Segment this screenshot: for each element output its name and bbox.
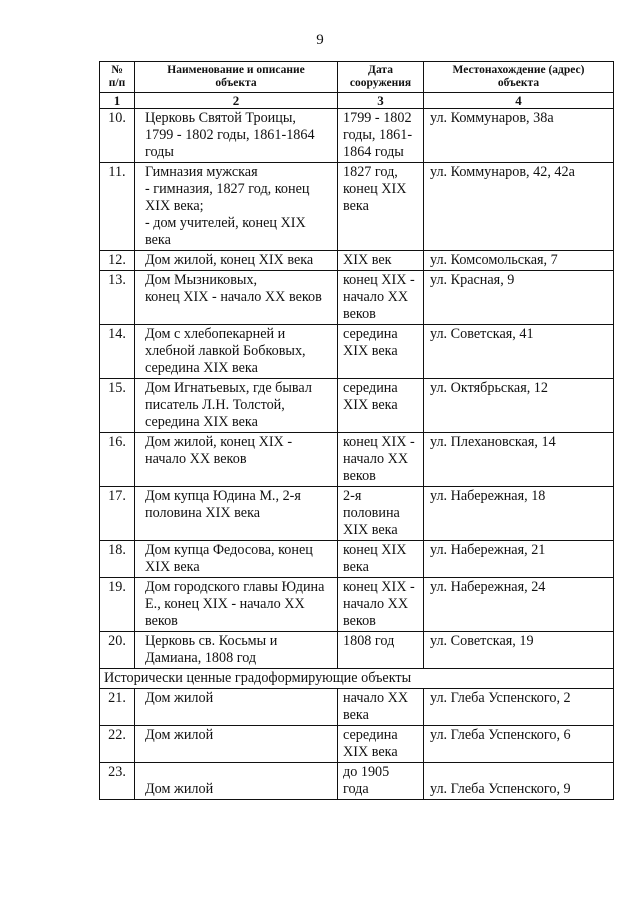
header-num: № п/п — [100, 62, 135, 93]
object-name-line: половина XIX века — [145, 505, 261, 521]
object-address — [424, 689, 614, 726]
object-name-line: Дом городского главы Юдина — [145, 579, 325, 595]
row-number: 18. — [100, 541, 135, 578]
construction-date — [338, 109, 424, 163]
monuments-table — [99, 61, 614, 800]
construction-date-line: середина — [343, 727, 398, 743]
object-name-line: Дом Игнатьевых, где бывал — [145, 380, 312, 396]
column-index: 4 — [424, 93, 614, 109]
construction-date-line: до 1905 — [343, 764, 390, 780]
monuments-body — [100, 109, 614, 669]
object-address — [424, 632, 614, 669]
object-name — [135, 433, 338, 487]
object-name-line: середина XIX века — [145, 360, 258, 376]
object-name — [135, 487, 338, 541]
construction-date — [338, 578, 424, 632]
object-address-line: ул. Глеба Успенского, 9 — [430, 781, 571, 797]
header-date: Дата сооружения — [338, 62, 424, 93]
column-index: 1 — [100, 93, 135, 109]
object-address-line: ул. Плехановская, 14 — [430, 434, 556, 450]
object-address — [424, 379, 614, 433]
object-name-line: Дом жилой — [145, 727, 214, 743]
object-name — [135, 578, 338, 632]
object-address — [424, 578, 614, 632]
construction-date — [338, 763, 424, 800]
object-address-line: ул. Октябрьская, 12 — [430, 380, 548, 396]
construction-date-line: конец XIX — [343, 181, 407, 197]
header-name: Наименование и описание объекта — [135, 62, 338, 93]
object-name-line: середина XIX века — [145, 414, 258, 430]
construction-date-line: года — [343, 781, 369, 797]
row-number: 22. — [100, 726, 135, 763]
header-row — [100, 62, 614, 93]
object-name-line: 1799 - 1802 годы, 1861-1864 — [145, 127, 315, 143]
object-name-line: Е., конец XIX - начало XX — [145, 596, 305, 612]
table-row — [100, 379, 614, 433]
object-address — [424, 541, 614, 578]
object-address — [424, 487, 614, 541]
column-index: 3 — [338, 93, 424, 109]
row-number: 15. — [100, 379, 135, 433]
object-name-line: годы — [145, 144, 174, 160]
construction-date-line: века — [343, 198, 369, 214]
object-address-line: ул. Красная, 9 — [430, 272, 515, 288]
row-number: 13. — [100, 271, 135, 325]
object-address — [424, 726, 614, 763]
table-row — [100, 689, 614, 726]
object-address — [424, 325, 614, 379]
object-address — [424, 433, 614, 487]
construction-date — [338, 632, 424, 669]
object-name-line: Гимназия мужская — [145, 164, 258, 180]
object-address-line: ул. Набережная, 21 — [430, 542, 546, 558]
construction-date-line: веков — [343, 306, 376, 322]
object-name — [135, 726, 338, 763]
object-address-line: ул. Коммунаров, 42, 42а — [430, 164, 575, 180]
object-name-line: Дом Мызниковых, — [145, 272, 258, 288]
object-name — [135, 325, 338, 379]
row-number: 21. — [100, 689, 135, 726]
table-row — [100, 433, 614, 487]
construction-date-line: веков — [343, 613, 376, 629]
object-name-line: - гимназия, 1827 год, конец — [145, 181, 310, 197]
table-row — [100, 541, 614, 578]
object-name-line: XIX века; — [145, 198, 204, 214]
table-row — [100, 487, 614, 541]
object-name — [135, 251, 338, 271]
object-address-line: ул. Советская, 19 — [430, 633, 534, 649]
object-address-line: ул. Коммунаров, 38а — [430, 110, 554, 126]
table-row — [100, 251, 614, 271]
object-name — [135, 271, 338, 325]
construction-date-line: 1864 годы — [343, 144, 404, 160]
construction-date — [338, 726, 424, 763]
object-address-line: ул. Набережная, 24 — [430, 579, 546, 595]
page-number: 9 — [316, 32, 324, 48]
object-address — [424, 109, 614, 163]
construction-date — [338, 325, 424, 379]
object-name — [135, 541, 338, 578]
object-address-line: ул. Глеба Успенского, 6 — [430, 727, 571, 743]
construction-date — [338, 433, 424, 487]
section-row — [100, 669, 614, 689]
object-name-line: XIX века — [145, 559, 200, 575]
object-name-line: Дом купца Юдина М., 2-я — [145, 488, 301, 504]
construction-date-line: половина — [343, 505, 400, 521]
construction-date-line: 1808 год — [343, 633, 395, 649]
row-number: 14. — [100, 325, 135, 379]
construction-date — [338, 689, 424, 726]
construction-date-line: конец XIX - — [343, 434, 415, 450]
construction-date-line: 2-я — [343, 488, 362, 504]
object-name-line: Церковь Святой Троицы, — [145, 110, 296, 126]
column-index-row — [100, 93, 614, 109]
column-index: 2 — [135, 93, 338, 109]
object-name-line: хлебной лавкой Бобковых, — [145, 343, 306, 359]
row-number: 17. — [100, 487, 135, 541]
row-number: 12. — [100, 251, 135, 271]
table-row — [100, 271, 614, 325]
construction-date-line: начало XX — [343, 596, 409, 612]
construction-date-line: середина — [343, 326, 398, 342]
table-row — [100, 632, 614, 669]
construction-date-line: XIX века — [343, 522, 398, 538]
object-name-line: Дом жилой, конец XIX века — [145, 252, 314, 268]
valuable-objects-body — [100, 689, 614, 800]
object-address — [424, 763, 614, 800]
construction-date-line: XIX века — [343, 744, 398, 760]
object-name-line: Дом с хлебопекарней и — [145, 326, 286, 342]
object-name-line: веков — [145, 613, 178, 629]
row-number: 16. — [100, 433, 135, 487]
object-address-line: ул. Набережная, 18 — [430, 488, 546, 504]
construction-date-line: конец XIX - — [343, 579, 415, 595]
section-body — [100, 669, 614, 689]
construction-date-line: начало XX — [343, 690, 409, 706]
construction-date-line: середина — [343, 380, 398, 396]
header-address: Местонахождение (адрес) объекта — [424, 62, 614, 93]
row-number: 11. — [100, 163, 135, 251]
construction-date — [338, 379, 424, 433]
construction-date-line: XIX век — [343, 252, 392, 268]
object-address-line: ул. Комсомольская, 7 — [430, 252, 558, 268]
construction-date-line: XIX века — [343, 343, 398, 359]
table-row — [100, 163, 614, 251]
object-name — [135, 109, 338, 163]
object-name-line: начало XX веков — [145, 451, 247, 467]
object-name-line: Дом жилой — [145, 690, 214, 706]
object-name — [135, 689, 338, 726]
table-row — [100, 325, 614, 379]
construction-date — [338, 541, 424, 578]
object-name — [135, 632, 338, 669]
row-number: 23. — [100, 763, 135, 800]
object-name — [135, 379, 338, 433]
construction-date — [338, 271, 424, 325]
construction-date-line: 1799 - 1802 — [343, 110, 412, 126]
object-name-line: Дом купца Федосова, конец — [145, 542, 313, 558]
table-row — [100, 578, 614, 632]
construction-date-line: конец XIX — [343, 542, 407, 558]
object-address — [424, 251, 614, 271]
construction-date-line: века — [343, 707, 369, 723]
construction-date-line: начало XX — [343, 451, 409, 467]
construction-date-line: начало XX — [343, 289, 409, 305]
row-number: 20. — [100, 632, 135, 669]
object-address — [424, 163, 614, 251]
table-row — [100, 726, 614, 763]
object-name — [135, 763, 338, 800]
construction-date-line: 1827 год, — [343, 164, 398, 180]
object-name-line: века — [145, 232, 171, 248]
construction-date — [338, 487, 424, 541]
object-name-line: - дом учителей, конец XIX — [145, 215, 306, 231]
object-address-line: ул. Глеба Успенского, 2 — [430, 690, 571, 706]
construction-date — [338, 163, 424, 251]
object-name-line: Церковь св. Косьмы и — [145, 633, 278, 649]
object-address-line: ул. Советская, 41 — [430, 326, 534, 342]
object-name-line: конец XIX - начало XX веков — [145, 289, 322, 305]
object-address — [424, 271, 614, 325]
object-name-line: Дом жилой — [145, 781, 214, 797]
object-name — [135, 163, 338, 251]
construction-date-line: годы, 1861- — [343, 127, 413, 143]
construction-date-line: века — [343, 559, 369, 575]
row-number: 10. — [100, 109, 135, 163]
construction-date — [338, 251, 424, 271]
table-row — [100, 109, 614, 163]
construction-date-line: конец XIX - — [343, 272, 415, 288]
section-title: Исторически ценные градоформирующие объекты — [100, 669, 614, 689]
construction-date-line: веков — [343, 468, 376, 484]
object-name-line: писатель Л.Н. Толстой, — [145, 397, 285, 413]
object-name-line: Дом жилой, конец XIX - — [145, 434, 293, 450]
row-number: 19. — [100, 578, 135, 632]
construction-date-line: XIX века — [343, 397, 398, 413]
object-name-line: Дамиана, 1808 год — [145, 650, 257, 666]
table-row — [100, 763, 614, 800]
